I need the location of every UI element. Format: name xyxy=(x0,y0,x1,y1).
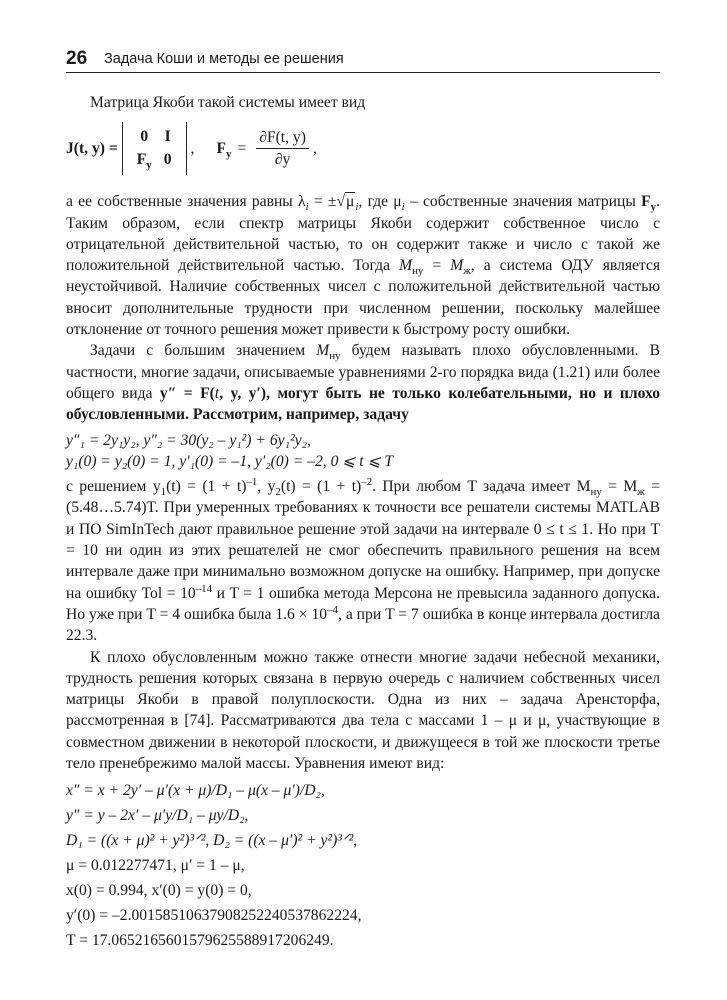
equation-line: x(0) = 0.994, x′(0) = y(0) = 0, xyxy=(66,882,252,900)
jacobi-matrix xyxy=(122,122,187,175)
partial-derivative-fraction xyxy=(256,127,309,171)
equals-sign: = xyxy=(237,139,247,157)
running-title: Задача Коши и методы ее решения xyxy=(104,51,344,67)
equation-line: y″₁ = 2y₁y₂, y″₂ = 30(y₂ – y₁²) + 6y₁²y₂, xyxy=(66,431,311,449)
fraction-denominator: ∂y xyxy=(274,150,291,168)
equation-line: y″ = y – 2x′ – μ′y/D₁ – μy/D₂, xyxy=(66,807,249,825)
matrix-cell: $F_y$ xyxy=(136,151,152,172)
paragraph-jacobi-intro: Матрица Якоби такой системы имеет вид xyxy=(90,94,366,111)
equation-jacobi-matrix xyxy=(66,117,660,179)
paragraph-solution: с решением $y_1(t) = (1 + t)^{-1}$, $y_2(t) = (1 + t)^{-2}$. При любом T задача имеет $M_{ну} = M_ж$ = (5.48…5.74)T. При умеренных требованиях к точности все решатели системы MATLAB и ПО SimInTech дают правильное решение этой задачи на интервале 0 ≤ t ≤ 1. Но при T = 10 ни один из этих решателей не смог обеспечить правильного решения на всем интервале даже при минимально возможном допуске на ошибку. Например, при допуске на ошибку Tol = $10^{-14}$ и T = 1 ошибка метода Мерсона не превысила заданного допуска. Но уже при T = 4 ошибка была $1.6 \times 10^{-4}$, а при T = 7 ошибка в конце интервала достигла 22.3. xyxy=(66,475,660,645)
matrix-cell: 0 xyxy=(140,128,149,145)
equation-line: x″ = x + 2y′ – μ′(x + μ)/D₁ – μ(x – μ′)/D₂, xyxy=(66,782,325,800)
matrix-cell: 0 xyxy=(163,151,172,169)
equation-end: , xyxy=(312,139,317,157)
equation-line: y′(0) = –2.00158510637908252240537862224, xyxy=(66,907,362,925)
equation-line: y₁(0) = y₂(0) = 1, y′₁(0) = –1, y′₂(0) = –2, 0 ⩽ t ⩽ T xyxy=(66,452,394,470)
page-number: 26 xyxy=(66,48,88,69)
fraction-numerator: ∂F(t, y) xyxy=(256,127,309,149)
paragraph-ill-conditioned: Задачи с большим значением $M_{ну}$ будем называть плохо обусловленными. В частности, многие задачи, описываемые уравнениями 2-го порядка вида (1.21) или более общего вида y″ = F(t, y, y′), могут быть не только колебательными, но и плохо обусловленными. Рассмотрим, например, задачу xyxy=(66,342,661,424)
page-body xyxy=(66,92,660,953)
equation-separator: , xyxy=(190,139,195,157)
equation-arenstorf xyxy=(66,778,660,953)
equation-line: T = 17.0652165601579625588917206249. xyxy=(66,932,334,950)
matrix-cell: I xyxy=(164,128,171,145)
paragraph-eigenvalues: а ее собственные значения равны $\lambda_i = \pm√\mu_i$, где $\mu_i$ – собственные значения матрицы $F_y$. Таким образом, если спектр матрицы Якоби содержит собственное число с отрицательной действительной частью, то он содержит также и число с такой же положительной действительной частью. Тогда $M_{ну} = M_ж$, а система ОДУ является неустойчивой. Наличие собственных чисел с положительной действительной частью вносит дополнительные трудности при численном решении, поскольку малейшее отклонение от точного решения может привести к быстрому росту ошибки. xyxy=(66,193,661,339)
running-header xyxy=(66,48,660,73)
jacobi-lhs: J(t, y) = xyxy=(66,139,118,157)
equation-system-example xyxy=(66,430,660,473)
equation-line: D₁ = ((x + μ)² + y²)³ᐟ², D₂ = ((x – μ′)² + y²)³ᐟ², xyxy=(66,832,358,850)
equation-line: μ = 0.012277471, μ′ = 1 – μ, xyxy=(66,857,245,875)
paragraph-celestial-mechanics: К плохо обусловленным можно также отнести многие задачи небесной механики, трудность решения которых связана в первую очередь с наличием собственных чисел матрицы Якоби в правой полуплоскости. Одна из них – задача Аренсторфа, рассмотренная в [74]. Рассматриваются два тела с массами 1 – μ и μ, участвующие в совместном движении в некоторой плоскости, и движущееся в той же плоскости третье тело пренебрежимо малой массы. Уравнения имеют вид: xyxy=(66,648,660,773)
f-lhs: $F_y$ xyxy=(216,139,232,160)
